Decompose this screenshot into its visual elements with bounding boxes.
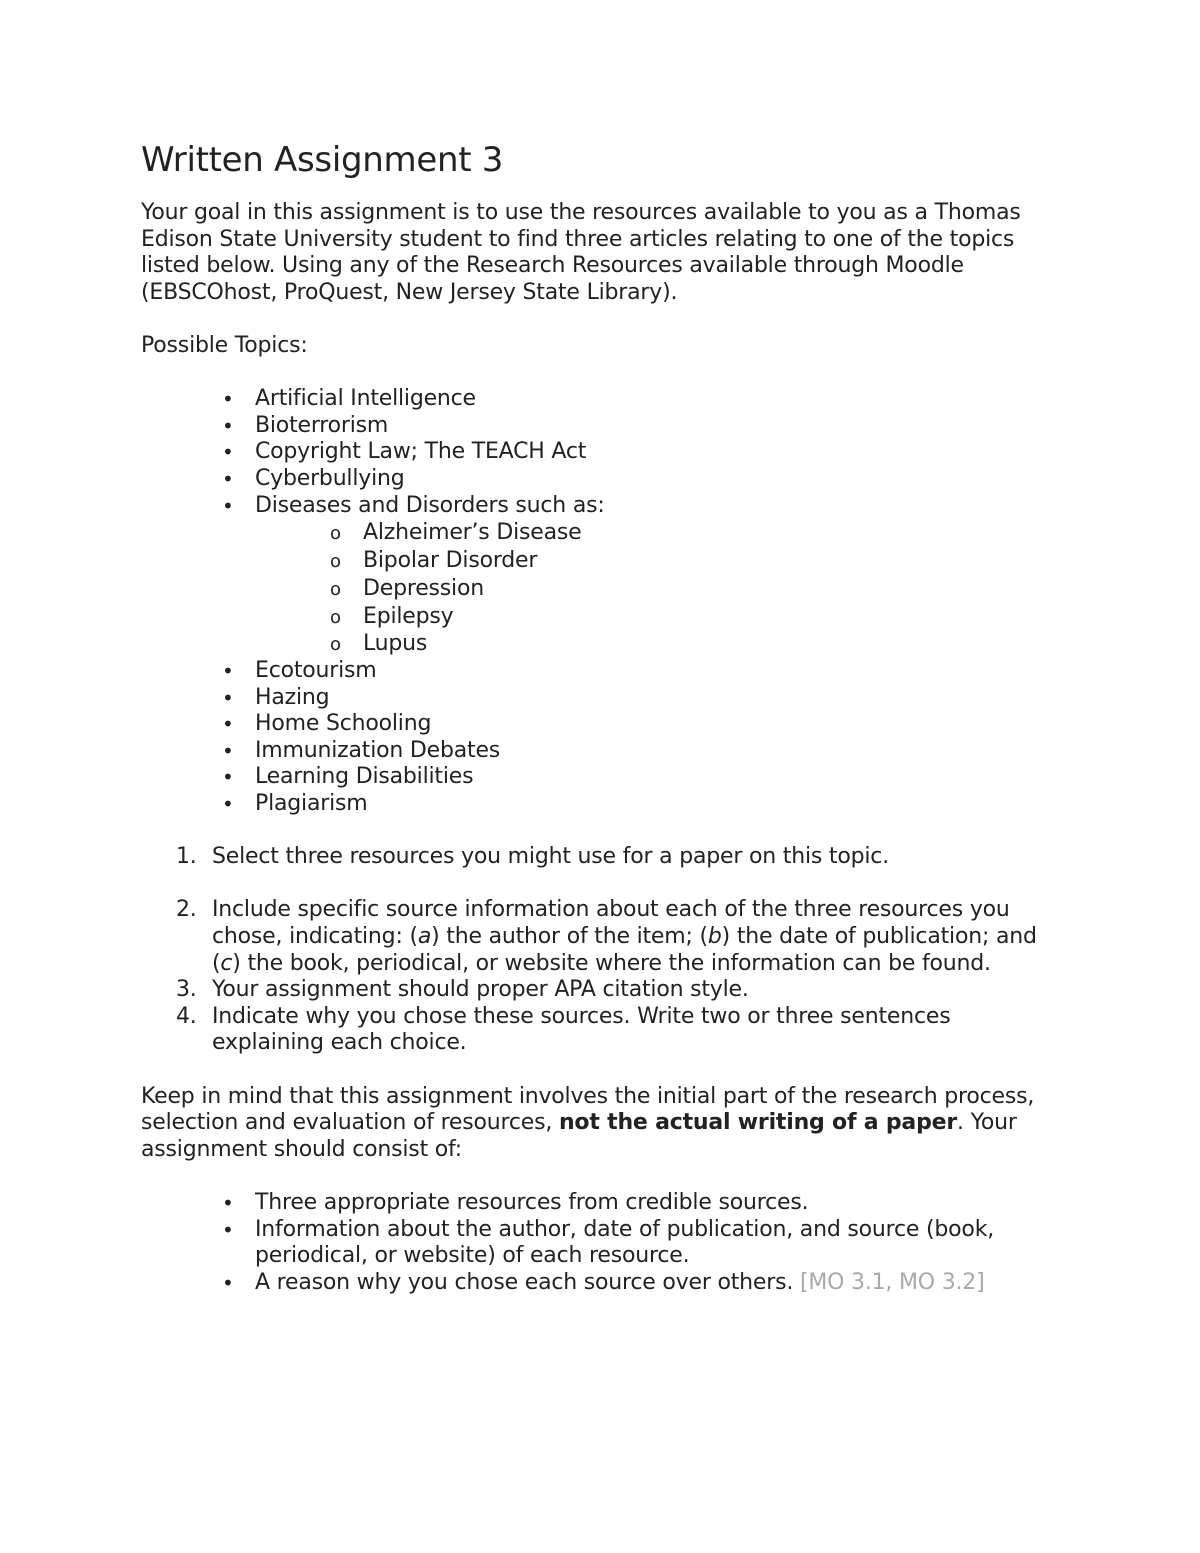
- keep-text: . Your assignment should consist of:: [141, 1110, 1017, 1162]
- circle-bullet-icon: o: [330, 523, 341, 545]
- consist-label: A reason why you chose each source over others.: [255, 1269, 800, 1295]
- steps-list: [141, 844, 1061, 1057]
- step-number: 4.: [176, 1003, 197, 1029]
- list-item: [141, 738, 1061, 765]
- bullet-icon: •: [222, 659, 234, 684]
- bullet-icon: •: [222, 387, 234, 412]
- list-item: [141, 658, 1061, 685]
- step-number: 1.: [176, 844, 197, 870]
- bullet-icon: •: [222, 413, 234, 438]
- topic-label: Ecotourism: [255, 658, 377, 684]
- list-item: [141, 711, 1061, 738]
- topic-label: Diseases and Disorders such as:: [255, 492, 605, 518]
- step-text: Select three resources you might use for a paper on this topic.: [212, 844, 889, 870]
- disease-label: Lupus: [363, 631, 428, 657]
- disease-label: Alzheimer’s Disease: [363, 520, 582, 546]
- circle-bullet-icon: o: [330, 634, 341, 656]
- disease-label: Epilepsy: [363, 603, 454, 629]
- bullet-icon: •: [222, 493, 234, 518]
- intro-paragraph: Your goal in this assignment is to use the resources available to you as a Thomas Edison State University student to find three articles relating to one of the topics listed below. Using any of the Research Resources available through Moodle (EBSCOhost, ProQuest, New Jersey State Library).: [141, 200, 1021, 305]
- step-text: Indicate why you chose these sources. Write two or three sentences explaining each choice.: [212, 1003, 951, 1056]
- list-item: [141, 1190, 1061, 1217]
- topic-label: Plagiarism: [255, 791, 368, 817]
- topics-heading: Possible Topics:: [141, 332, 308, 358]
- document-page: [141, 140, 1061, 1296]
- list-item: [141, 1270, 1061, 1297]
- list-item: [141, 764, 1061, 791]
- topic-label: Bioterrorism: [255, 412, 389, 438]
- step-number: 2.: [176, 897, 197, 923]
- topic-label: Home Schooling: [255, 711, 432, 737]
- list-item: [141, 439, 1061, 466]
- topic-label: Learning Disabilities: [255, 764, 474, 790]
- list-item: [141, 844, 1061, 871]
- bullet-icon: •: [222, 1217, 234, 1242]
- list-item: [141, 897, 1061, 977]
- list-item: [141, 791, 1061, 818]
- step-letter: b: [707, 924, 722, 950]
- circle-bullet-icon: o: [330, 606, 341, 628]
- list-item: [141, 493, 1061, 520]
- topic-label: Cyberbullying: [255, 465, 405, 491]
- disease-label: Depression: [363, 575, 484, 601]
- page-title: Written Assignment 3: [141, 140, 504, 180]
- step-text: Your assignment should proper APA citation style.: [212, 977, 749, 1003]
- list-item: [141, 466, 1061, 493]
- list-item: [141, 413, 1061, 440]
- consist-list: [141, 1190, 1061, 1296]
- bullet-icon: •: [222, 738, 234, 763]
- consist-label: Information about the author, date of publication, and source (book, periodical, or website) of each resource.: [255, 1216, 995, 1269]
- step-text-part: Include specific source information about each of the three resources you chose, indicating: (: [212, 897, 1010, 950]
- bullet-icon: •: [222, 685, 234, 710]
- topic-label: Hazing: [255, 684, 330, 710]
- list-item: [141, 603, 1061, 631]
- disease-label: Bipolar Disorder: [363, 547, 538, 573]
- step-text-part: ) the book, periodical, or website where the information can be found.: [232, 950, 991, 976]
- step-number: 3.: [176, 977, 197, 1003]
- keep-text: Keep in mind that this assignment involves the initial part of the research process, selection and evaluation of resources,: [141, 1083, 1035, 1136]
- keep-in-mind-paragraph: [141, 1084, 1061, 1164]
- bullet-icon: •: [222, 712, 234, 737]
- circle-bullet-icon: o: [330, 550, 341, 572]
- topic-label: Copyright Law; The TEACH Act: [255, 439, 587, 465]
- topics-list-continued: [141, 658, 1061, 818]
- step-text-part: ) the date of publication; and (: [212, 924, 1037, 976]
- list-item: [141, 1217, 1061, 1270]
- list-item: [141, 386, 1061, 413]
- bullet-icon: •: [222, 1190, 234, 1215]
- bullet-icon: •: [222, 765, 234, 790]
- list-item: [141, 630, 1061, 658]
- bullet-icon: •: [222, 1270, 234, 1295]
- bullet-icon: •: [222, 792, 234, 817]
- circle-bullet-icon: o: [330, 578, 341, 600]
- step-letter: c: [220, 950, 233, 976]
- topic-label: Immunization Debates: [255, 737, 501, 763]
- list-item: [141, 1004, 1061, 1057]
- bullet-icon: •: [222, 466, 234, 491]
- step-letter: a: [417, 924, 432, 950]
- keep-emphasis: not the actual writing of a paper: [558, 1110, 957, 1136]
- diseases-sublist: [141, 519, 1061, 658]
- list-item: [141, 519, 1061, 547]
- list-item: [141, 977, 1061, 1004]
- bullet-icon: •: [222, 440, 234, 465]
- outcome-reference: [MO 3.1, MO 3.2]: [799, 1269, 985, 1295]
- consist-label: Three appropriate resources from credible sources.: [255, 1189, 809, 1215]
- list-item: [141, 685, 1061, 712]
- list-item: [141, 547, 1061, 575]
- topics-list: [141, 386, 1061, 519]
- list-item: [141, 575, 1061, 603]
- step-text-part: ) the author of the item; (: [431, 924, 708, 950]
- topic-label: Artificial Intelligence: [255, 386, 476, 412]
